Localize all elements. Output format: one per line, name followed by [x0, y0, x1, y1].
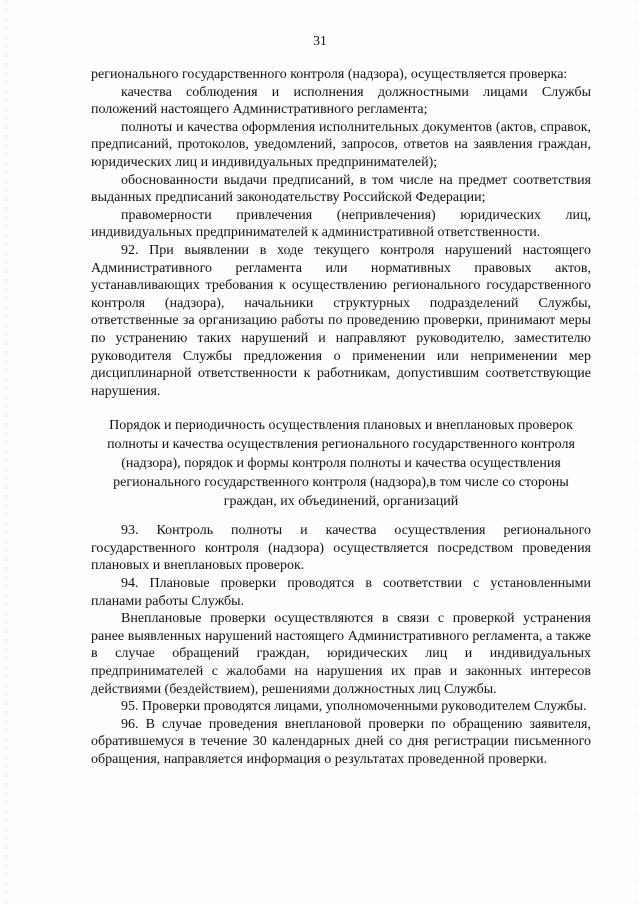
paragraph-item-lawfulness: правомерности привлечения (непривлечения) юридических лиц, индивидуальных предпринимателей к административной ответственности. [91, 207, 591, 241]
paragraph-item-validity: обоснованности выдачи предписаний, в том числе на предмет соответствия выданных предписаний законодательству Российской Федерации; [91, 172, 591, 206]
page-number: 31 [313, 33, 327, 48]
paragraph-item-completeness: полноты и качества оформления исполнительных документов (актов, справок, предписаний, протоколов, уведомлений, запросов, ответов на заявления граждан, юридических лиц и индивидуальных предпринимателей); [91, 119, 591, 170]
scan-edge-right [635, 0, 636, 905]
paragraph-continuation: регионального государственного контроля (надзора), осуществляется проверка: [91, 67, 568, 82]
scan-edge-left [6, 0, 7, 905]
paragraph-96: 96. В случае проведения внеплановой проверки по обращению заявителя, обратившемуся в течение 30 календарных дней со дня регистрации письменного обращения, направляется информация о результатах проведенной проверки. [91, 716, 591, 767]
paragraph-93: 93. Контроль полноты и качества осуществления регионального государственного контроля (надзора) осуществляется посредством проведения плановых и внеплановых проверок. [91, 523, 591, 574]
section-heading: Порядок и периодичность осуществления плановых и внеплановых проверок полноты и качества осуществления регионального государственного контроля (надзора), порядок и формы контроля полноты и качества осуществления регионального государственного контроля (надзора),в том числе со стороны граждан, их объединений, организаций [107, 418, 575, 510]
paragraph-94: 94. Плановые проверки проводятся в соответствии с установленными планами работы Службы. [91, 576, 591, 609]
paragraph-92: 92. При выявлении в ходе текущего контроля нарушений настоящего Административного регламента или нормативных правовых актов, устанавливающих требования к осуществлению регионального государственного контроля (надзора), начальники структурных подразделений Службы, ответственные за организацию работы по проведению проверки, принимают меры по устранению таких нарушений и направляют руководителю, заместителю руководителя Службы предложения о применении или неприменении мер дисциплинарной ответственности к работникам, допустившим соответствующие нарушения. [91, 242, 591, 399]
document-body [91, 66, 591, 769]
paragraph-unplanned-checks: Внеплановые проверки осуществляются в связи с проверкой устранения ранее выявленных нарушений настоящего Административного регламента, а также в случае обращений граждан, юридических лиц и индивидуальных предпринимателей с жалобами на нарушения их прав и законных интересов действиями (бездействием), решениями должностных лиц Службы. [91, 611, 591, 697]
paragraph-95: 95. Проверки проводятся лицами, уполномоченными руководителем Службы. [121, 699, 587, 715]
paragraph-item-quality: качества соблюдения и исполнения должностными лицами Службы положений настоящего Административного регламента; [91, 84, 591, 118]
